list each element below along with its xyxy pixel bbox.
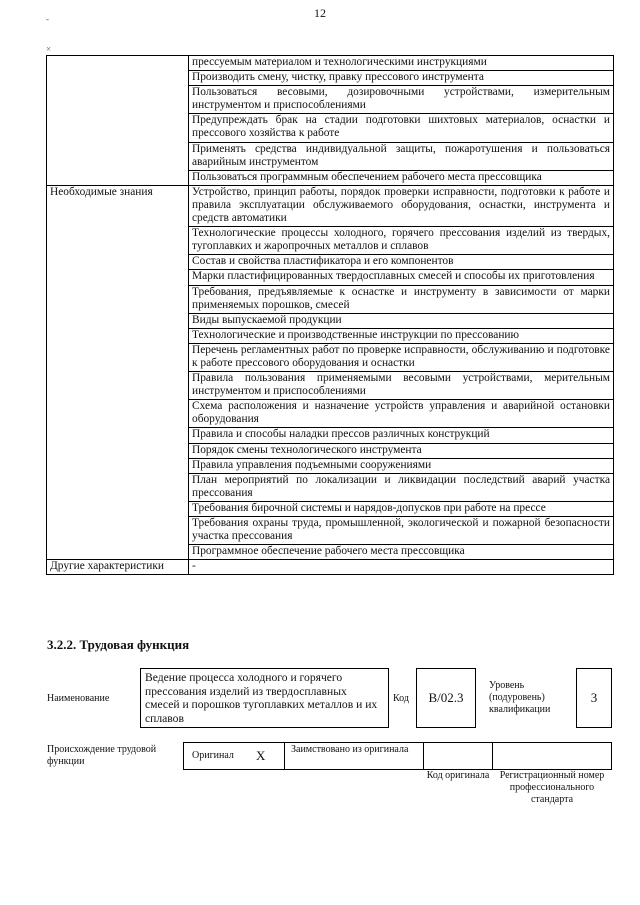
requirement-cell: Правила пользования применяемыми весовыми устройствами, мерительным инструментом и приспособлениями [189,372,614,400]
requirement-cell: Состав и свойства пластификатора и его компонентов [189,255,614,270]
requirement-cell: Применять средства индивидуальной защиты, пожаротушения и пользоваться аварийным инструментом [189,142,614,170]
original-label: Оригинал [192,750,234,761]
row-label: Другие характеристики [47,560,189,575]
code-label: Код [393,693,409,704]
original-mark: X [256,748,266,763]
origin-label: Происхождение трудовой функции [47,744,157,767]
requirement-cell: Правила и способы наладки прессов различных конструкций [189,428,614,443]
requirement-cell: - [189,560,614,575]
registration-number-caption: Регистрационный номер профессионального стандарта [499,770,605,805]
level-box: 3 [576,668,612,728]
function-code-box: В/02.3 [416,668,476,728]
requirement-cell: Порядок смены технологического инструмента [189,443,614,458]
requirement-cell: Производить смену, чистку, правку прессового инструмента [189,71,614,86]
requirement-cell: Требования охраны труда, промышленной, экологической и пожарной безопасности участка прессования [189,517,614,545]
requirement-cell: Пользоваться весовыми, дозировочными устройствами, измерительным инструментом и приспособлениями [189,86,614,114]
requirement-cell: Устройство, принцип работы, порядок проверки исправности, подготовки к работе и правила эксплуатации обслуживаемого оборудования, оснастки, инструмента и средств автоматики [189,185,614,226]
scan-mark: × [46,44,52,54]
requirement-cell: Пользоваться программным обеспечением рабочего места прессовщика [189,170,614,185]
requirement-cell: Виды выпускаемой продукции [189,313,614,328]
row-label [47,56,189,186]
function-name-box: Ведение процесса холодного и горячего прессования изделий из твердосплавных смесей и порошков тугоплавких металлов и их сплавов [140,668,389,728]
requirement-cell: Правила управления подъемными сооружениями [189,458,614,473]
page-number: 12 [314,6,326,20]
table-row [47,185,614,226]
borrowed-cell [284,742,424,770]
table-row [47,560,614,575]
original-code-cell [423,742,493,770]
requirement-cell: Программное обеспечение рабочего места прессовщика [189,545,614,560]
table-row [47,56,614,71]
requirement-cell: Технологические и производственные инструкции по прессованию [189,328,614,343]
registration-number-cell [492,742,612,770]
skills-knowledge-table [46,55,614,575]
borrowed-label: Заимствовано из оригинала [291,744,409,755]
row-label: Необходимые знания [47,185,189,559]
requirement-cell: Предупреждать брак на стадии подготовки шихтовых материалов, оснастки и прессового хозяйства к работе [189,114,614,142]
name-label: Наименование [47,693,110,704]
requirement-cell: Требования, предъявляемые к оснастке и инструменту в зависимости от марки применяемых порошков, смесей [189,285,614,313]
requirement-cell: прессуемым материалом и технологическими инструкциями [189,56,614,71]
scan-mark: - [46,14,49,24]
requirement-cell: Требования бирочной системы и нарядов-допусков при работе на прессе [189,501,614,516]
requirement-cell: План мероприятий по локализации и ликвидации последствий аварий участка прессования [189,473,614,501]
level-label: Уровень (подуровень) квалификации [489,680,551,715]
requirement-cell: Перечень регламентных работ по проверке исправности, обслуживанию и подготовке к работе прессового оборудования и оснастки [189,343,614,371]
requirement-cell: Схема расположения и назначение устройств управления и аварийной остановки оборудования [189,400,614,428]
requirement-cell: Технологические процессы холодного, горячего прессования изделий из твердых, тугоплавких и жаропрочных металлов и сплавов [189,227,614,255]
requirement-cell: Марки пластифицированных твердосплавных смесей и способы их приготовления [189,270,614,285]
original-cell [183,742,285,770]
section-title: 3.2.2. Трудовая функция [47,637,190,652]
original-code-caption: Код оригинала [426,770,490,781]
